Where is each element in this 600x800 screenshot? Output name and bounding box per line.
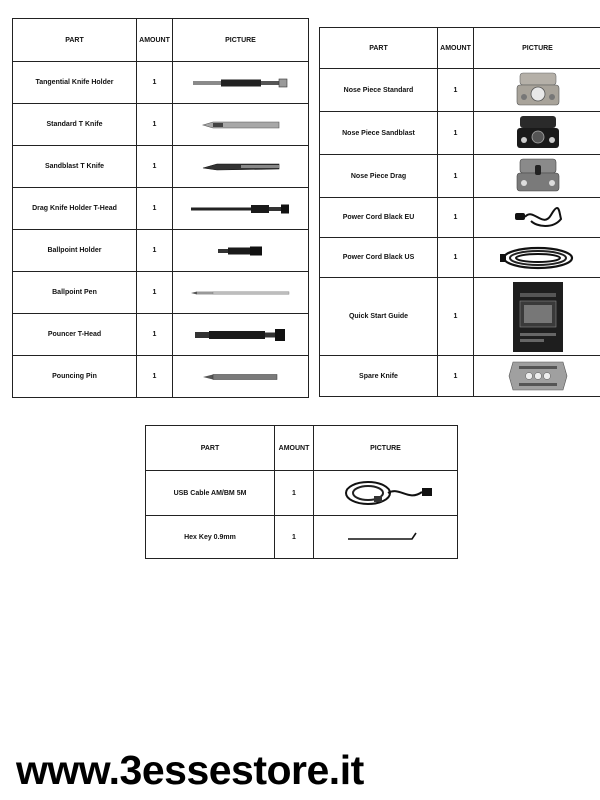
part-amount: 1 <box>275 471 314 516</box>
drag-knife-holder-icon <box>189 202 293 216</box>
part-amount: 1 <box>137 272 173 314</box>
part-amount: 1 <box>137 146 173 188</box>
table-row <box>320 112 600 155</box>
website-footer: www.3essestore.it <box>16 747 364 793</box>
header-amount: AMOUNT <box>137 19 173 62</box>
part-name: Standard T Knife <box>13 104 137 146</box>
table-row <box>320 278 600 356</box>
nose-piece-sandblast-icon <box>515 114 561 152</box>
table-row <box>13 104 309 146</box>
header-picture: PICTURE <box>474 28 600 69</box>
part-name: Power Cord Black US <box>320 238 438 278</box>
nose-piece-standard-icon <box>515 71 561 109</box>
header-amount: AMOUNT <box>275 426 314 471</box>
part-amount: 1 <box>438 198 474 238</box>
part-amount: 1 <box>438 356 474 397</box>
parts-table-1 <box>12 18 309 398</box>
table-row <box>13 230 309 272</box>
table-row <box>320 155 600 198</box>
part-name: Nose Piece Drag <box>320 155 438 198</box>
part-name: Pouncing Pin <box>13 356 137 398</box>
header-part: PART <box>146 426 275 471</box>
table-row <box>146 471 458 516</box>
part-amount: 1 <box>137 314 173 356</box>
table-row <box>13 146 309 188</box>
spare-knife-icon <box>507 360 569 392</box>
part-amount: 1 <box>137 104 173 146</box>
usb-cable-icon <box>338 476 434 510</box>
table-header-row <box>320 28 600 69</box>
parts-table-3 <box>145 425 458 559</box>
table-row <box>146 516 458 559</box>
part-amount: 1 <box>438 155 474 198</box>
pouncing-pin-icon <box>201 372 281 382</box>
part-name: Nose Piece Standard <box>320 69 438 112</box>
table-row <box>320 69 600 112</box>
part-amount: 1 <box>438 69 474 112</box>
hex-key-icon <box>346 530 426 544</box>
part-name: Drag Knife Holder T-Head <box>13 188 137 230</box>
quick-start-guide-icon <box>512 281 564 353</box>
header-part: PART <box>320 28 438 69</box>
part-name: Tangential Knife Holder <box>13 62 137 104</box>
table-row <box>320 356 600 397</box>
parts-table-2 <box>319 27 600 397</box>
part-amount: 1 <box>438 278 474 356</box>
part-name: Ballpoint Holder <box>13 230 137 272</box>
part-name: Nose Piece Sandblast <box>320 112 438 155</box>
header-amount: AMOUNT <box>438 28 474 69</box>
table-row <box>13 314 309 356</box>
ballpoint-holder-icon <box>216 244 266 258</box>
part-name: Sandblast T Knife <box>13 146 137 188</box>
table-row <box>13 356 309 398</box>
header-picture: PICTURE <box>173 19 309 62</box>
part-amount: 1 <box>137 188 173 230</box>
sandblast-t-knife-icon <box>201 161 281 173</box>
part-amount: 1 <box>438 238 474 278</box>
header-picture: PICTURE <box>314 426 458 471</box>
part-name: Ballpoint Pen <box>13 272 137 314</box>
table-row <box>13 62 309 104</box>
part-amount: 1 <box>137 356 173 398</box>
part-name: Power Cord Black EU <box>320 198 438 238</box>
part-name: Hex Key 0.9mm <box>146 516 275 559</box>
part-amount: 1 <box>137 62 173 104</box>
ballpoint-pen-icon <box>189 288 293 298</box>
part-name: Spare Knife <box>320 356 438 397</box>
table-row <box>320 238 600 278</box>
table-header-row <box>146 426 458 471</box>
pouncer-t-head-icon <box>193 327 289 343</box>
part-amount: 1 <box>137 230 173 272</box>
power-cord-us-icon <box>498 243 578 273</box>
header-part: PART <box>13 19 137 62</box>
nose-piece-drag-icon <box>515 157 561 195</box>
table-row <box>13 272 309 314</box>
part-name: USB Cable AM/BM 5M <box>146 471 275 516</box>
part-amount: 1 <box>438 112 474 155</box>
power-cord-eu-icon <box>513 203 563 233</box>
tangential-knife-holder-icon <box>191 76 291 90</box>
standard-t-knife-icon <box>201 119 281 131</box>
table-row <box>320 198 600 238</box>
part-amount: 1 <box>275 516 314 559</box>
part-name: Pouncer T-Head <box>13 314 137 356</box>
part-name: Quick Start Guide <box>320 278 438 356</box>
table-header-row <box>13 19 309 62</box>
table-row <box>13 188 309 230</box>
